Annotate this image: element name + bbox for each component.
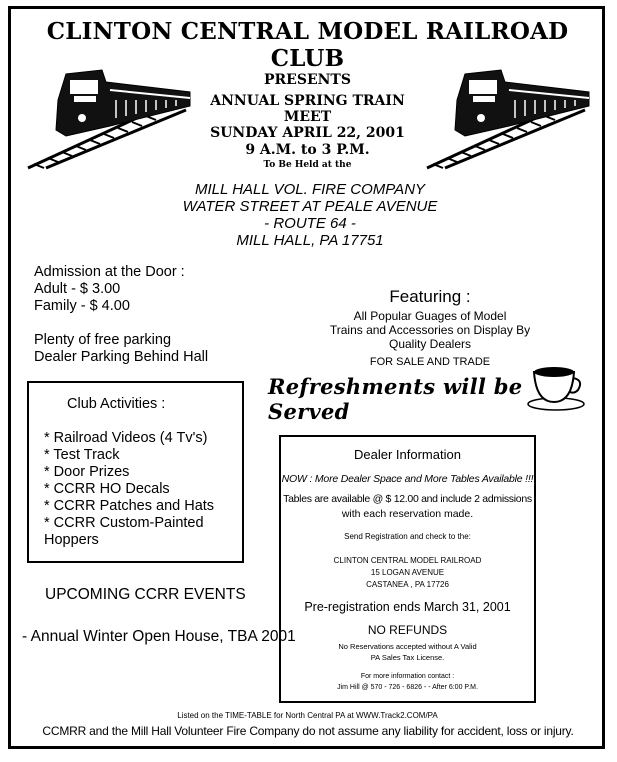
dealer-no-reservations-1: No Reservations accepted without A Valid	[338, 642, 477, 651]
activity-item: * Door Prizes	[44, 464, 130, 480]
event-name: ANNUAL SPRING TRAIN MEET	[210, 93, 405, 125]
train-left-icon	[26, 60, 196, 170]
footer-listed: Listed on the TIME-TABLE for North Central PA at WWW.Track2.COM/PA	[177, 711, 438, 720]
featuring-heading: Featuring :	[389, 287, 471, 306]
dealer-now: NOW : More Dealer Space and More Tables Available !!!	[281, 473, 534, 485]
presents-label: PRESENTS	[264, 72, 351, 88]
refreshments-banner: Refreshments will be Served	[268, 374, 523, 424]
location-line-1: MILL HALL VOL. FIRE COMPANY	[194, 181, 426, 198]
activity-item: * CCRR Custom-Painted	[44, 515, 204, 531]
event-hours: 9 A.M. to 3 P.M.	[245, 142, 370, 158]
admission-adult: Adult - $ 3.00	[34, 281, 121, 297]
activity-item: Hoppers	[44, 532, 99, 548]
admission-family: Family - $ 4.00	[34, 298, 130, 314]
train-right-icon	[425, 60, 595, 170]
upcoming-heading: UPCOMING CCRR EVENTS	[45, 586, 246, 603]
dealer-address-2: 15 LOGAN AVENUE	[370, 568, 445, 577]
activity-item: * Railroad Videos (4 Tv's)	[44, 430, 208, 446]
dealer-preregistration: Pre-registration ends March 31, 2001	[304, 600, 511, 614]
admission-heading: Admission at the Door :	[34, 264, 185, 280]
location-line-4: MILL HALL, PA 17751	[236, 232, 384, 249]
dealer-tables-1: Tables are available @ $ 12.00 and include 2 admissions	[283, 493, 532, 505]
club-activities-heading: Club Activities :	[67, 396, 166, 412]
coffee-cup-icon	[526, 362, 588, 414]
parking-free: Plenty of free parking	[34, 332, 172, 348]
activity-item: * CCRR HO Decals	[44, 481, 170, 497]
held-at-label: To Be Held at the	[263, 160, 352, 170]
footer-liability: CCMRR and the Mill Hall Volunteer Fire Company do not assume any liability for accident, loss or injury.	[42, 724, 574, 738]
dealer-heading: Dealer Information	[354, 447, 461, 462]
dealer-no-reservations-2: PA Sales Tax License.	[370, 653, 445, 662]
featuring-line-2: Trains and Accessories on Display By	[329, 323, 531, 337]
dealer-no-refunds: NO REFUNDS	[367, 623, 448, 637]
event-date: SUNDAY APRIL 22, 2001	[210, 125, 405, 141]
activity-item: * CCRR Patches and Hats	[44, 498, 215, 514]
location-line-3: - ROUTE 64 -	[264, 215, 356, 232]
dealer-contact-1: For more information contact :	[360, 673, 455, 680]
featuring-line-1: All Popular Guages of Model	[353, 309, 507, 323]
activity-item: * Test Track	[44, 447, 120, 463]
parking-dealer: Dealer Parking Behind Hall	[34, 349, 209, 365]
location-line-2: WATER STREET AT PEALE AVENUE	[182, 198, 438, 215]
featuring-line-4: FOR SALE AND TRADE	[369, 356, 491, 368]
dealer-address-3: CASTANEA , PA 17726	[366, 580, 449, 589]
dealer-tables-2: with each reservation made.	[341, 508, 474, 520]
upcoming-item: - Annual Winter Open House, TBA 2001	[22, 628, 296, 645]
dealer-send: Send Registration and check to the:	[344, 532, 471, 541]
dealer-contact-2: Jim Hill @ 570 - 726 - 6826 - - After 6:00 P.M.	[337, 684, 478, 691]
page-title: CLINTON CENTRAL MODEL RAILROAD CLUB	[46, 18, 569, 72]
featuring-line-3: Quality Dealers	[388, 337, 472, 351]
dealer-address-1: CLINTON CENTRAL MODEL RAILROAD	[333, 556, 482, 565]
